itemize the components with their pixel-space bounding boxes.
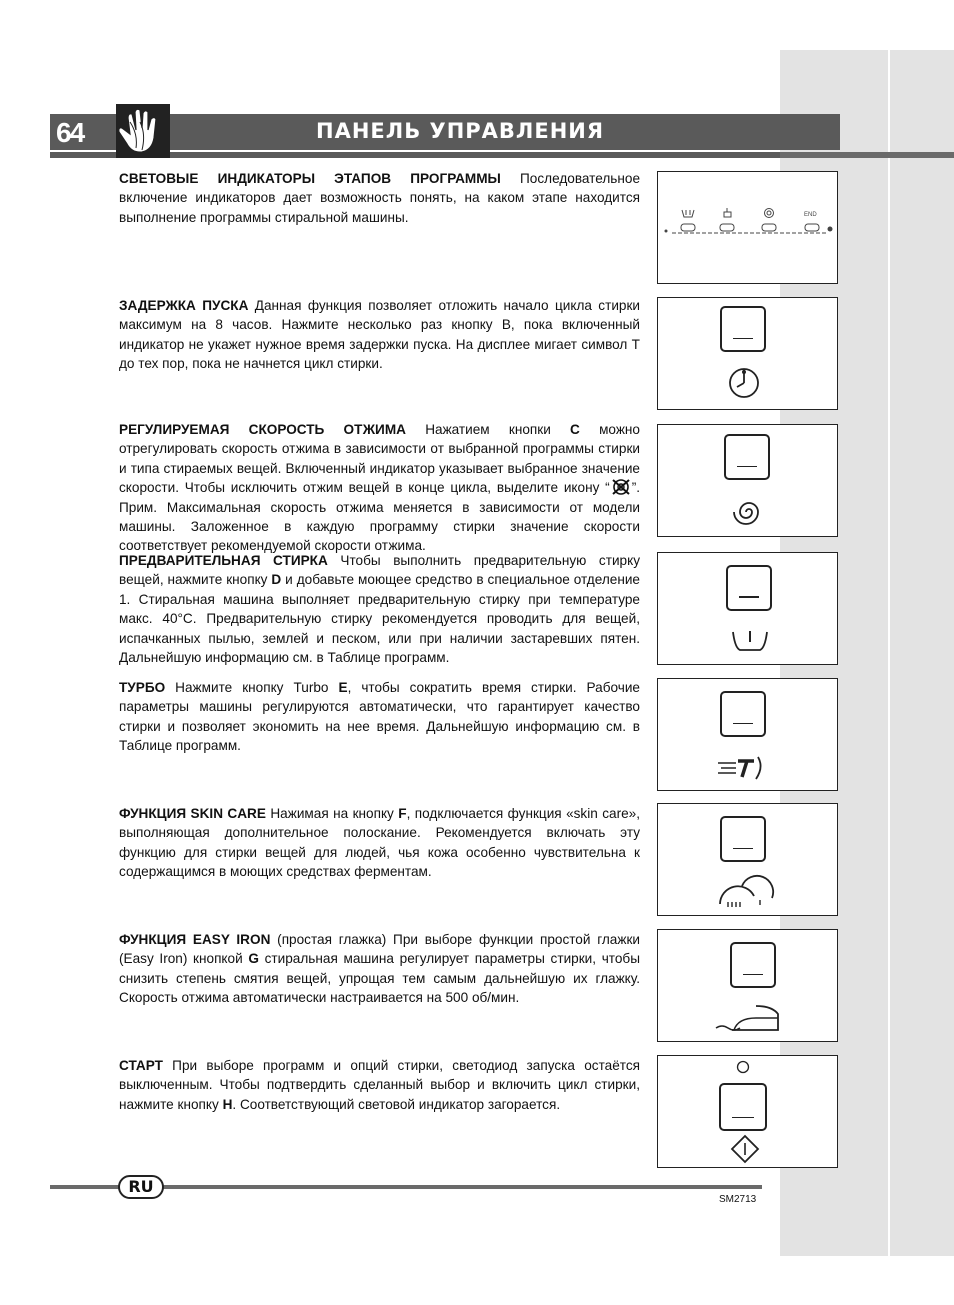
section-text: Последовательное включение индикаторов дает возможность понять, на каком этапе находится выполнение программы стиральной машины. [119,171,641,225]
section-heading: ФУНКЦИЯ EASY IRON [119,932,271,947]
prewash-button[interactable] [726,565,772,611]
section-text: Нажатием кнопки [405,422,571,437]
turbo-icon [716,753,776,783]
section-text: , чтобы сократить время стирки. Рабочие параметры машины регулируются автоматически, что гарантирует качество стирки и позволяет экономить на нее время. Дальнейшую информацию см. в Таблице программ. [119,680,640,754]
start-icon [730,1134,760,1164]
section-text: и добавьте моющее средство в специальное отделение 1. Стиральная машина выполняет предварительную стирку при температуре макс. 40°C. Предварительную стирку рекомендуется проводить для вещей, испачканных пылью, землей и песком, или при наличии застаревших пятен. Дальнейшую информацию см. в Таблице программ. [119,572,640,666]
section-turbo [119,678,640,756]
start-led-icon [736,1060,750,1074]
panel-start [657,1055,838,1168]
section-easy-iron [119,930,640,1008]
panel-spin-speed [657,424,838,537]
button-key: G [248,951,259,967]
panel-turbo [657,678,838,791]
skin-care-icon [716,874,776,910]
spin-icon [732,495,766,529]
section-stage-indicators [119,169,640,227]
button-key: F [398,806,407,821]
spin-speed-button[interactable] [724,434,770,480]
panel-easy-iron [657,929,838,1042]
prewash-icon [730,628,770,656]
end-label: END [804,212,817,218]
section-text: При выборе программ и опций стирки, светодиод запуска остаётся выключенным. Чтобы подтвердить сделанный выбор и включить цикл стирки, нажмите кнопку [119,1058,640,1112]
language-badge: RU [118,1175,164,1199]
section-skin-care [119,804,640,882]
button-key: D [271,572,282,588]
section-heading: СТАРТ [119,1058,163,1073]
section-text: можно отрегулировать скорость отжима в зависимости от выбранной программы стирки и типа стираемых вещей. Включенный индикатор указывает выбранное значение скорости. Чтобы исключить отжим вещей в конце цикла, выделите икону “ [119,422,640,496]
section-delay-start [119,296,640,374]
section-text: . Соответствующий световой индикатор загорается. [232,1096,561,1112]
delay-start-button[interactable] [720,306,766,352]
hand-icon [116,104,170,158]
section-heading: СВЕТОВЫЕ ИНДИКАТОРЫ ЭТАПОВ ПРОГРАММЫ [119,171,501,186]
button-key: C [570,422,580,437]
header-right-strip [780,152,954,158]
start-button[interactable] [719,1083,767,1131]
hand-logo [116,104,170,158]
iron-icon [712,1000,786,1036]
section-text: (простая глажка) При выборе функции простой глажки (Easy Iron) кнопкой [119,932,641,967]
easy-iron-button[interactable] [730,942,776,988]
section-spin-speed [119,420,640,556]
no-spin-icon [610,478,632,496]
section-text: Чтобы выполнить предварительную стирку вещей, нажмите кнопку [119,553,641,588]
section-heading: ТУРБО [119,680,166,695]
panel-stage-indicators [657,171,838,284]
skin-care-button[interactable] [720,816,766,862]
section-text: Нажимая на кнопку [265,806,399,821]
panel-prewash [657,552,838,665]
page-title: ПАНЕЛЬ УПРАВЛЕНИЯ [316,119,605,143]
section-heading: РЕГУЛИРУЕМАЯ СКОРОСТЬ ОТЖИМА [119,422,406,437]
panel-skin-care [657,803,838,916]
clock-icon [727,366,761,400]
section-heading: ПРЕДВАРИТЕЛЬНАЯ СТИРКА [119,553,328,568]
section-heading: ЗАДЕРЖКА ПУСКА [119,298,249,313]
section-text: ”. Прим. Максимальная скорость отжима меняется в зависимости от модели машины. Заложенное в каждую программу стирки значение скорости соответствует рекомендуемой скорости отжима. [119,480,640,554]
section-text: Нажмите кнопку Turbo [165,680,339,695]
section-text: , подключается функция «skin care», выполняющая дополнительное полоскание. Рекомендуется включать эту функцию для стирки вещей для людей, чья кожа особенно чувствительна к содержащимся в моющих средствах ферментам. [119,806,640,880]
stage-indicator-graphic [658,172,837,283]
section-text: Данная функция позволяет отложить начало цикла стирки максимум на 8 часов. Нажмите несколько раз кнопку B, пока включенный индикатор не укажет нужное время задержки пуска. На дисплее мигает символ T до тех пор, пока не начнется цикл стирки. [119,298,641,372]
button-key: E [338,680,348,695]
page-number: 64 [56,117,84,148]
turbo-button[interactable] [720,691,766,737]
panel-delay-start [657,297,838,410]
document-code: SM2713 [719,1194,757,1205]
button-key: H [222,1096,233,1112]
section-heading: ФУНКЦИЯ SKIN CARE [119,806,266,821]
section-start [119,1056,640,1114]
section-text: стиральная машина регулирует параметры стирки, чтобы снизить степень смятия вещей, упрощая тем самым дальнейшую их глажку. Скорость отжима автоматически настраивается на 500 об/мин. [119,951,640,1006]
section-prewash [119,551,640,667]
side-margin-line [888,50,890,1256]
